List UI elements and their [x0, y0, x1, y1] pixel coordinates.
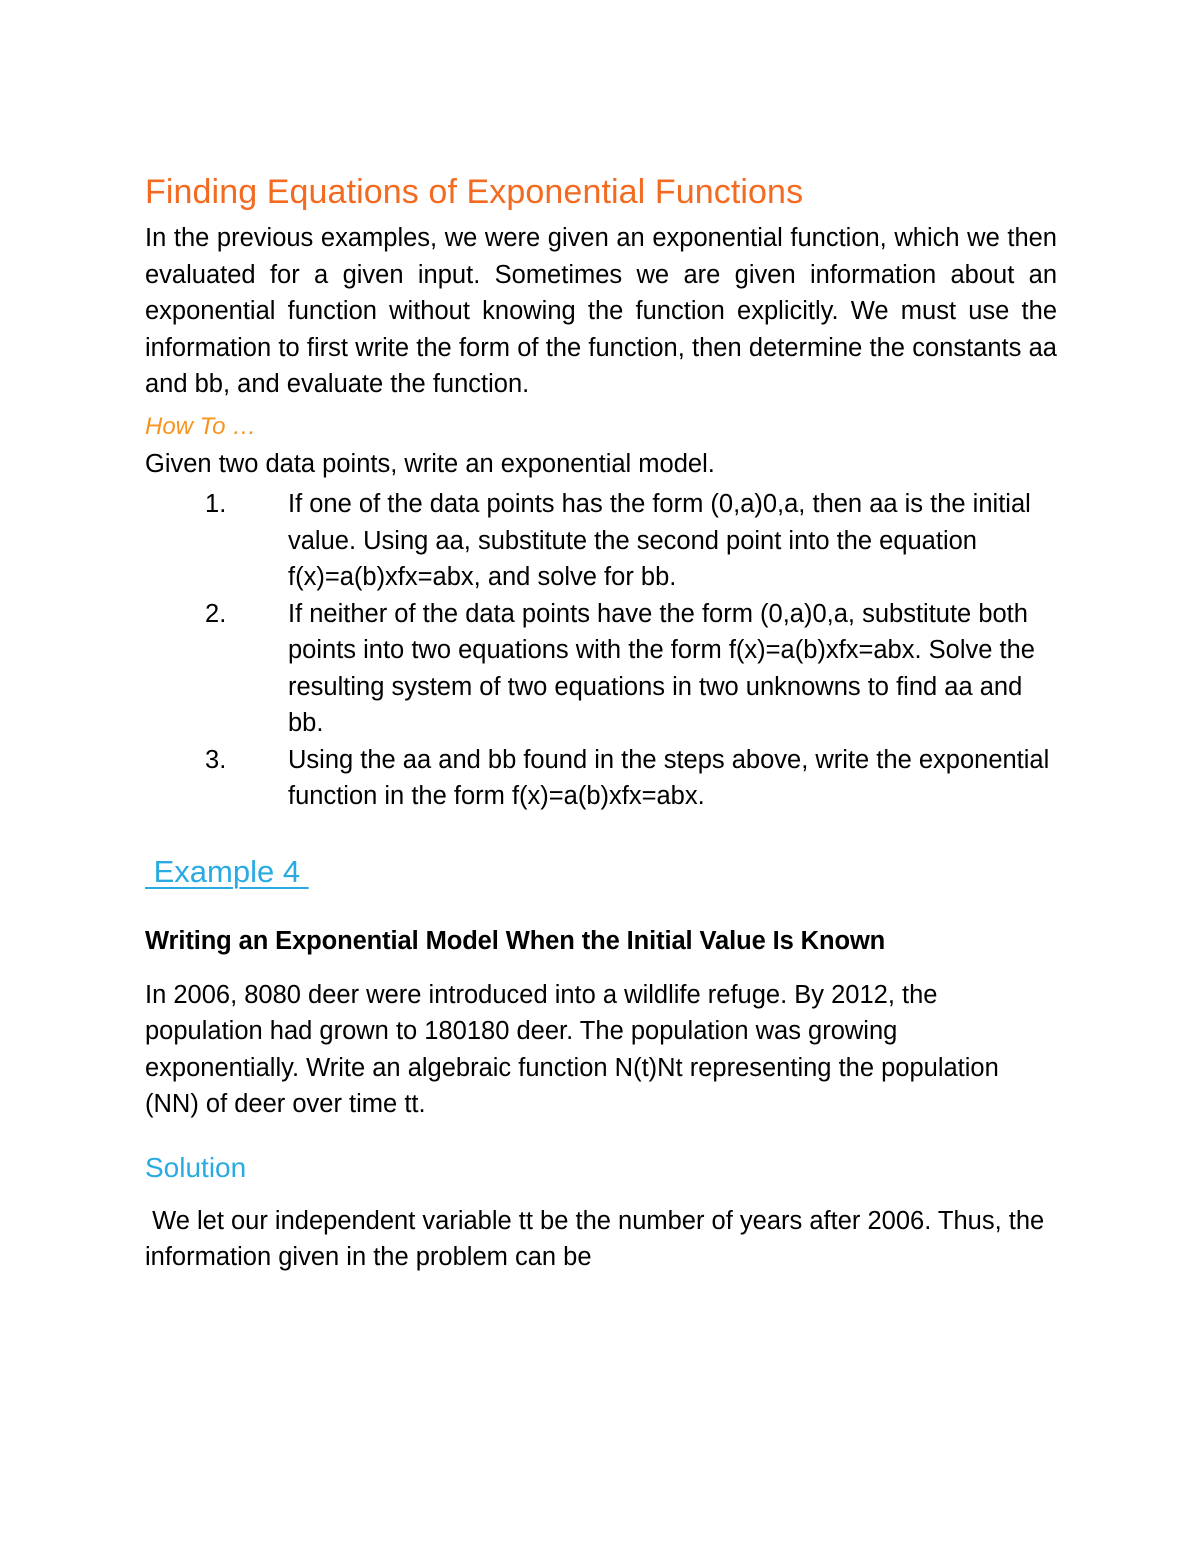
solution-heading: Solution [145, 1151, 247, 1183]
how-to-intro: Given two data points, write an exponential model. [145, 449, 715, 478]
how-to-label: How To … [145, 412, 257, 440]
steps-list [145, 486, 1057, 815]
example-subheading: Writing an Exponential Model When the Initial Value Is Known [145, 926, 886, 955]
page-title: Finding Equations of Exponential Functions [145, 173, 804, 211]
example-heading [145, 851, 1057, 893]
list-item: If neither of the data points have the form (0,a)0,a, substitute both points into two equations with the form f(x)=a(b)xfx=abx. Solve the resulting system of two equations in two unknowns to find aa and bb. [288, 599, 1035, 737]
intro-paragraph: In the previous examples, we were given an exponential function, which we then evaluated for a given input. Sometimes we are given information about an exponential function without knowing the function explicitly. We must use the information to first write the form of the function, then determine the constants aa and bb, and evaluate the function. [145, 224, 1057, 398]
list-item: Using the aa and bb found in the steps above, write the exponential function in the form f(x)=a(b)xfx=abx. [288, 745, 1050, 810]
example-heading-text: Example 4 [145, 853, 309, 889]
list-item: If one of the data points has the form (0,a)0,a, then aa is the initial value. Using aa, substitute the second point into the equation f(x)=a(b)xfx=abx, and solve for bb. [288, 490, 1031, 591]
example-problem-text: In 2006, 8080 deer were introduced into a wildlife refuge. By 2012, the population had grown to 180180 deer. The population was growing exponentially. Write an algebraic function N(t)Nt representing the population (NN) of deer over time tt. [145, 980, 999, 1118]
solution-text: We let our independent variable tt be the number of years after 2006. Thus, the information given in the problem can be [145, 1206, 1052, 1271]
